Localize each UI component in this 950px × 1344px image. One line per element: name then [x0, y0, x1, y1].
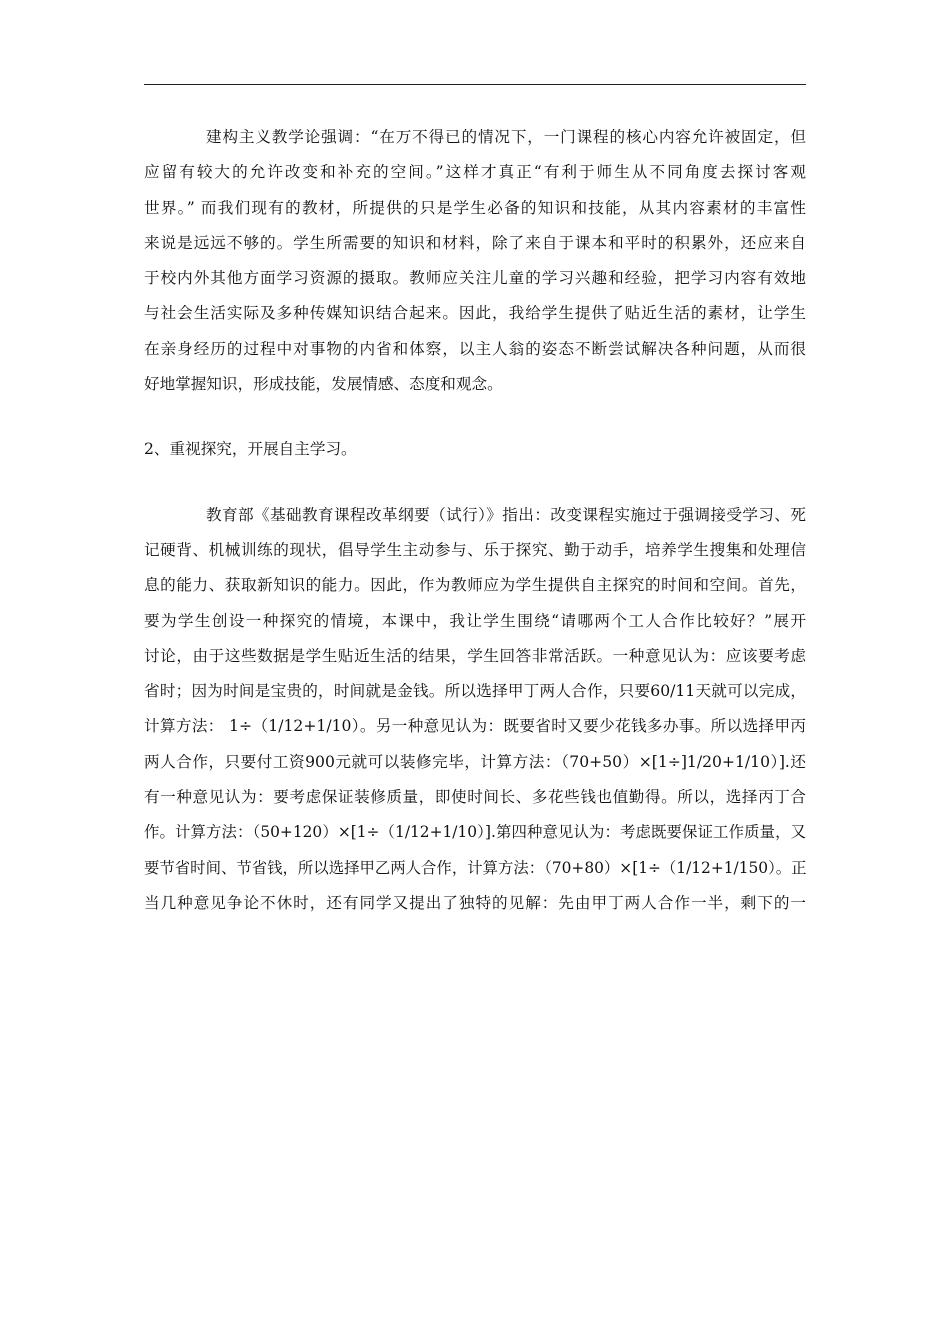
- text-line: 好地掌握知识，形成技能，发展情感、态度和观念。: [144, 375, 503, 394]
- document-body: [144, 120, 806, 921]
- text-line: 两人合作，只要付工资900元就可以装修完毕，计算方法：（70+50）×[1÷]1/20+1/10）].还: [144, 752, 806, 771]
- section-heading: [144, 432, 806, 467]
- text-line: 省时；因为时间是宝贵的，时间就是金钱。所以选择甲丁两人合作，只要60/11天就可以完成，: [144, 682, 806, 701]
- paragraph-gap: [144, 402, 806, 432]
- text-line: 世界。” 而我们现有的教材，所提供的只是学生必备的知识和技能，从其内容素材的丰富性: [144, 198, 806, 217]
- text-line: 作。计算方法：（50+120）×[1÷（1/12+1/10）].第四种意见认为：考虑既要保证工作质量，又: [144, 823, 806, 842]
- text-line: 当几种意见争论不休时，还有同学又提出了独特的见解：先由甲丁两人合作一半，剩下的一: [144, 893, 806, 912]
- text-line: 计算方法： 1÷（1/12+1/10）。另一种意见认为：既要省时又要少花钱多办事。所以选择甲丙: [144, 717, 806, 736]
- text-line: 教育部《基础教育课程改革纲要（试行）》指出：改变课程实施过于强调接受学习、死: [206, 505, 806, 524]
- paragraph-gap: [144, 468, 806, 498]
- header-rule: [144, 84, 806, 85]
- heading-text: 2、重视探究，开展自主学习。: [144, 440, 357, 459]
- text-line: 在亲身经历的过程中对事物的内省和体察，以主人翁的姿态不断尝试解决各种问题，从而很: [144, 339, 806, 358]
- text-line: 与社会生活实际及多种传媒知识结合起来。因此，我给学生提供了贴近生活的素材，让学生: [144, 304, 806, 323]
- text-line: 息的能力、获取新知识的能力。因此，作为教师应为学生提供自主探究的时间和空间。首先，: [144, 576, 806, 595]
- text-line: 来说是远远不够的。学生所需要的知识和材料，除了来自于课本和平时的积累外，还应来自: [144, 233, 806, 252]
- text-line: 建构主义教学论强调：“在万不得已的情况下，一门课程的核心内容允许被固定，但: [206, 128, 806, 146]
- paragraph-inquiry: [144, 498, 806, 922]
- text-line: 讨论，由于这些数据是学生贴近生活的结果，学生回答非常活跃。一种意见认为：应该要考虑: [144, 646, 806, 665]
- paragraph-constructivism: [144, 120, 806, 402]
- text-line: 应留有较大的允许改变和补充的空间。”这样才真正“有利于师生从不同角度去探讨客观: [144, 163, 806, 182]
- text-line: 于校内外其他方面学习资源的摄取。教师应关注儿童的学习兴趣和经验，把学习内容有效地: [144, 269, 806, 288]
- text-line: 要节省时间、节省钱，所以选择甲乙两人合作，计算方法：（70+80）×[1÷（1/12+1/150）。正: [144, 858, 807, 877]
- text-line: 有一种意见认为：要考虑保证装修质量，即使时间长、多花些钱也值勤得。所以，选择丙丁合: [144, 788, 806, 807]
- text-line: 记硬背、机械训练的现状，倡导学生主动参与、乐于探究、勤于动手，培养学生搜集和处理信: [144, 540, 806, 559]
- text-line: 要为学生创设一种探究的情境，本课中，我让学生围绕“请哪两个工人合作比较好？”展开: [144, 611, 806, 630]
